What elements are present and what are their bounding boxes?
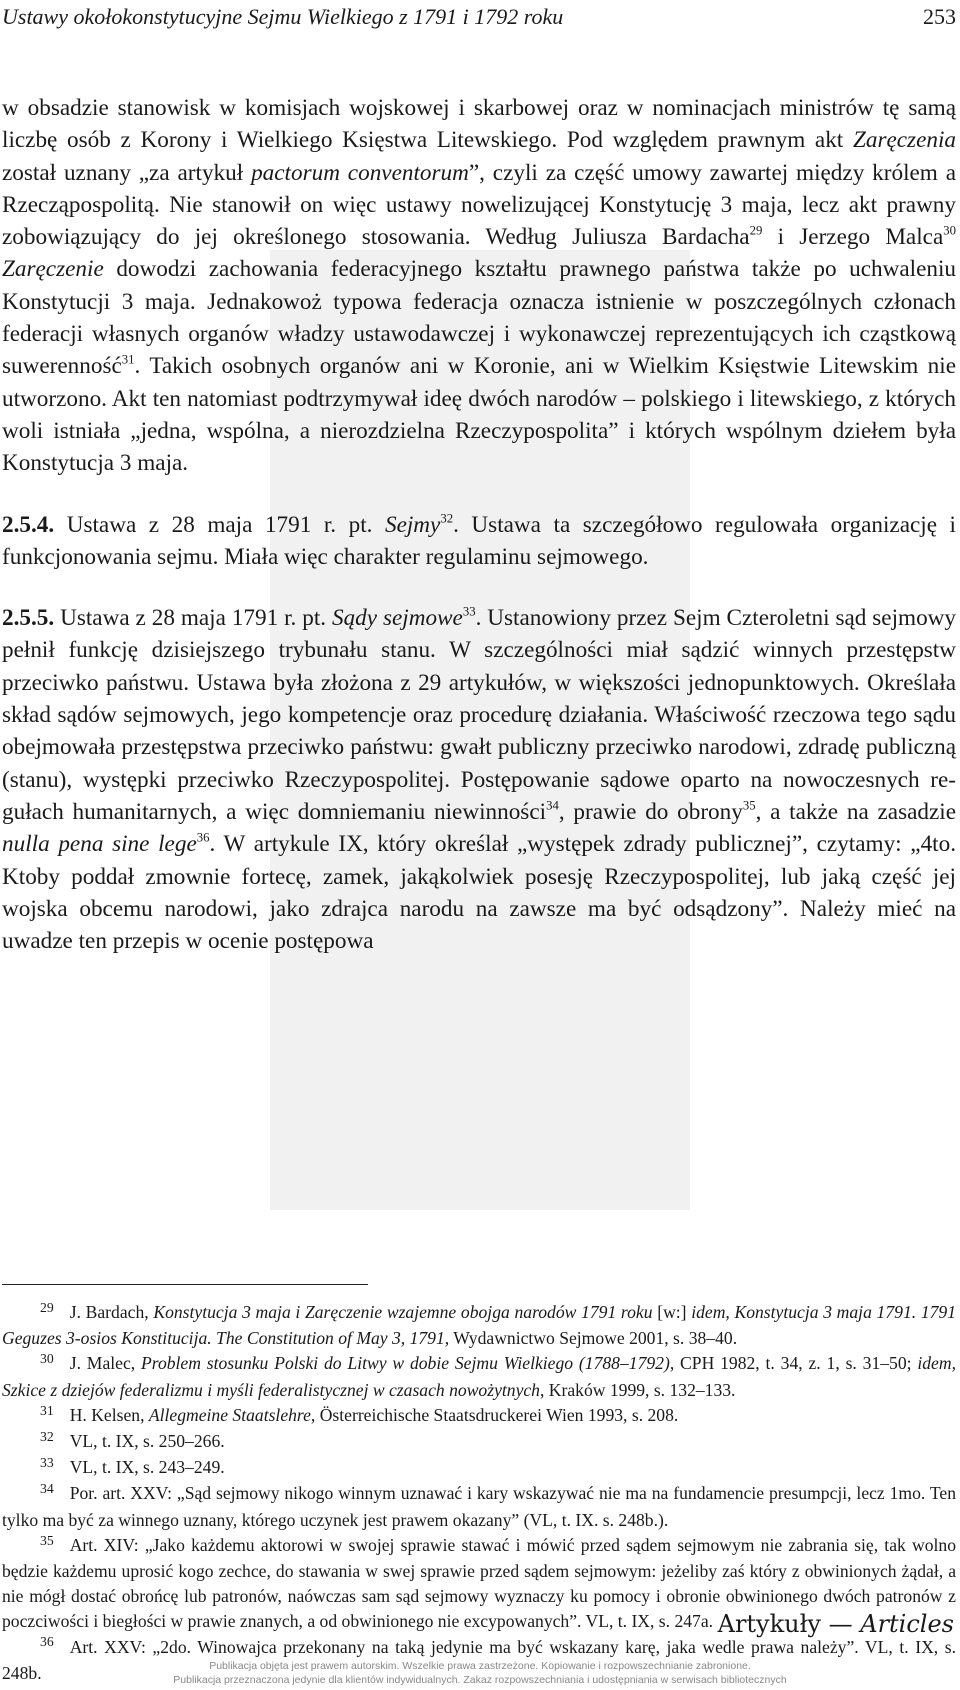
footnote-30 [2, 1351, 956, 1402]
text-run: , Österreichische Staatsdruckerei Wien 1993, s. 208. [310, 1404, 679, 1425]
text-run: ”, czyli za część umowy zawartej między królem a Rzecząpospolitą. Nie stanowił on więc ustawy nowelizującej Konstytucję 3 maja, lecz akt prawny zobowiązujący do jej określonego stosowania. Według Juliusza Bardacha [2, 159, 956, 251]
footnote-29 [2, 1300, 956, 1351]
italic-title: Problem stosunku Polski do Litwy w dobie Sejmu Wielkiego (1788–1792) [141, 1353, 670, 1374]
footnote-number: 30 [40, 1351, 54, 1367]
footnote-number: 31 [40, 1402, 54, 1418]
footnote-ref[interactable]: 35 [742, 798, 756, 813]
section-number: 2.5.5. [2, 605, 55, 632]
italic-title: Allegmeine Staatslehre [148, 1404, 311, 1425]
text-run: . Ustawa ta szczegółowo regulowała organizację i funkcjonowania sejmu. Miała więc charakter regulaminu sejmowego. [2, 511, 956, 570]
footnote-ref[interactable]: 34 [546, 798, 559, 813]
footnote-number: 35 [40, 1532, 54, 1548]
footnote-number: 32 [40, 1428, 54, 1444]
section-label-polish: Artykuły [717, 1610, 821, 1638]
text-run: i Jerzego Malca [762, 224, 944, 251]
text-run: Art. XXV: „2do. Winowajca przekonany na taką jedynie ma być wskazany karę, jaka wedle prawa należy”. VL, t. IX, s. 248b. [2, 1636, 956, 1683]
text-run: Ustawa z 28 maja 1791 r. pt. [54, 605, 332, 632]
paragraph-federation [2, 92, 956, 480]
footnote-ref[interactable]: 36 [196, 830, 210, 845]
text-run: J. Malec, [69, 1353, 141, 1374]
footnote-34 [2, 1481, 956, 1532]
footnote-ref[interactable]: 29 [749, 223, 763, 238]
text-run: . Ustanowiony przez Sejm Czteroletni sąd sejmowy pełnił funkcję dzisiejszego trybunału stanu. W szczególności miał sądzić winnych przestępstw przeciwko państwu. Ustawa była złożona z 29 artykułów, w większości jednopunktowych. Określała skład sądów sejmowych, jego kompetencje oraz procedurę działania. Właściwość rzeczowa tego sądu obejmowała przestępstwa przeciwko państwu: gwałt publiczny przeciwko narodowi, zdradę publiczną (stanu), występki przeciwko Rzeczypospolitej. Postępowanie sądowe oparto na nowoczesnych regułach humanitarnych, a więc domniemaniu niewinności [2, 605, 957, 825]
italic-title: idem, Konstytucja 3 maja 1791. 1791 Geguzes 3-osios Konstitucija. The Constitution of May 3, 1791 [2, 1302, 957, 1349]
text-run: , Kraków 1999, s. 132–133. [539, 1379, 736, 1400]
text-run: Ustawa z 28 maja 1791 r. pt. [54, 511, 385, 538]
text-run: J. Bardach, [69, 1302, 154, 1322]
text-run: VL, t. IX, s. 250–266. [69, 1431, 225, 1452]
running-header [2, 4, 956, 38]
section-2-5-5 [2, 602, 956, 957]
text-run: został uznany „za artykuł [2, 159, 252, 186]
footnote-32 [2, 1429, 956, 1455]
text-run: VL, t. IX, s. 243–249. [69, 1457, 225, 1478]
text-run: dowodzi zachowania federacyjnego kształtu prawnego państwa także po uchwaleniu Konstytucji 3 maja. Jednakowoż typowa federacja oznacza istnienie w poszczególnych członach federacji własnych organów władzy ustawodawczej i wykonawczej reprezentujących ich cząstkową suwerenność [2, 256, 956, 380]
footnote-33 [2, 1455, 956, 1481]
text-run: , a także na zasadzie [755, 798, 957, 825]
text-run: . Takich osobnych organów ani w Koronie, ani w Wielkim Księstwie Litewskim nie utworzono. Akt ten natomiast podtrzymywał ideę dwóch narodów – polskiego i litewskiego, z których woli istniała „jedna, wspólna, a nierozdzielna Rzeczypospolita” i których wspólnym dziełem była Konstytucja 3 maja. [2, 353, 956, 477]
text-run: , prawie do obrony [558, 798, 743, 825]
text-run: , Wydawnictwo Sejmowe 2001, s. 38–40. [444, 1328, 738, 1349]
italic-title: idem, Szkice z dziejów federalizmu i myśli federalistycznej w czasach nowożytnych [2, 1353, 956, 1400]
main-text [2, 92, 956, 957]
italic-title: Konstytucja 3 maja i Zaręczenie wzajemne obojga narodów 1791 roku [153, 1302, 653, 1322]
text-run: w obsadzie stanowisk w komisjach wojskowej i skarbowej oraz w nominacjach ministrów tę samą liczbę osób z Korony i Wielkiego Księstwa Litewskiego. Pod względem prawnym akt [2, 95, 956, 154]
footnote-ref[interactable]: 30 [943, 223, 956, 238]
italic-term: Sejmy [384, 511, 441, 538]
text-run: H. Kelsen, [69, 1404, 149, 1425]
section-number: 2.5.4. [2, 511, 55, 538]
text-run: , CPH 1982, t. 34, z. 1, s. 31–50; [669, 1353, 918, 1374]
footnote-number: 36 [40, 1634, 54, 1650]
section-2-5-4 [2, 509, 956, 574]
copyright-notice-2: Publikacja przeznaczona jedynie dla klientów indywidualnych. Zakaz rozpowszechniania i udostępniania w serwisach bibliotecznych [173, 1674, 787, 1686]
italic-term: nulla pena sine lege [2, 831, 197, 858]
footnote-31 [2, 1403, 956, 1429]
italic-term: pactorum conventorum [251, 159, 469, 186]
footnote-number: 29 [40, 1299, 54, 1315]
section-label-english: Articles [860, 1610, 954, 1638]
footnote-ref[interactable]: 31 [121, 352, 135, 367]
footnote-number: 34 [40, 1481, 54, 1497]
footnote-divider [2, 1284, 368, 1285]
text-run: Por. art. XXV: „Sąd sejmowy nikogo winnym uznawać i kary wskazywać nie ma na fundamencie presumpcji, lecz 1mo. Ten tylko ma być za winnego uznany, którego uczynek jest prawem okazany” (VL, t. IX. s. 248b.). [2, 1483, 956, 1530]
copyright-notice-1: Publikacja objęta jest prawem autorskim. Wszelkie prawa zastrzeżone. Kopiowanie i rozpowszechnianie zabronione. [209, 1660, 751, 1672]
section-label [718, 1610, 954, 1638]
footnote-number: 33 [40, 1455, 54, 1471]
text-run: [w:] [652, 1302, 692, 1322]
text-run: . W artykule IX, który określał „występek zdrady publicznej”, czytamy: „4to. Ktoby poddał zmownie fortecę, zamek, jakąkolwiek posesję Rzeczypospolitej, lub jaką część jej wojska obcemu narodowi, jako zdrajca narodu na zawsze ma być odsądzony”. Należy mieć na uwadze ten przepis w ocenie postępowa [2, 831, 956, 955]
page-number: 253 [923, 4, 956, 29]
section-label-dash: — [820, 1610, 861, 1638]
running-title: Ustawy okołokonstytucyjne Sejmu Wielkiego z 1791 i 1792 roku [2, 4, 564, 29]
italic-term: Zaręczenia [852, 127, 956, 154]
text-run: Art. XIV: „Jako każdemu aktorowi w swojej sprawie stawać i mówić przed sądem sejmowym nie zabrania się, tak wolno będzie każdemu uprosić kogo zechce, do stawania w swej sprawie przed sądem sejmowym: jeżeliby zaś który z obwinionych żądał, a nie mógł dostać obrońcę lub patronów, naówczas sam sąd sejmowy wyznaczy ku pomocy i obronie obwinionego dwóch patronów z poczciwości i biegłości w prawie znanych, a od obwinionego nie excypowanych”. VL, t. IX, s. 247a. [2, 1534, 956, 1632]
footnote-ref[interactable]: 32 [440, 511, 454, 525]
italic-term: Sądy sejmowe [331, 605, 463, 632]
italic-term: Zaręczenie [2, 256, 104, 283]
footnote-ref[interactable]: 33 [462, 604, 476, 619]
